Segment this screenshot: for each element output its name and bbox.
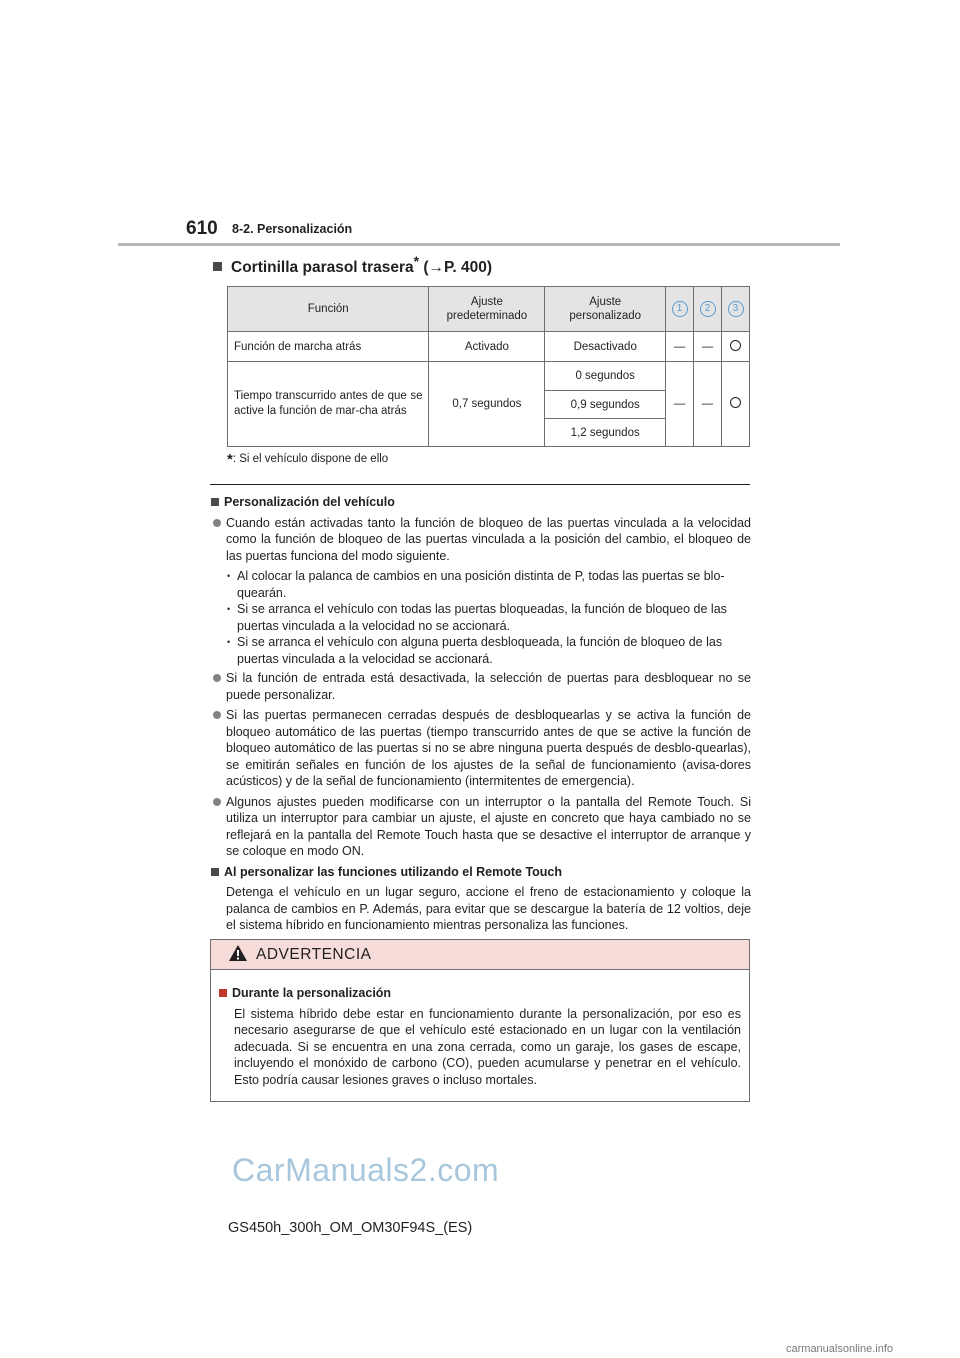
table-row <box>228 332 750 362</box>
personalization-heading: Personalización del vehículo <box>211 494 751 511</box>
cell-default: 0,7 segundos <box>429 362 545 447</box>
header-divider <box>118 243 840 246</box>
manual-code: GS450h_300h_OM_OM30F94S_(ES) <box>228 1220 473 1236</box>
cell-col-2: — <box>694 362 722 447</box>
header-col-2 <box>694 287 722 332</box>
footnote-text: : Si el vehículo dispone de ello <box>232 453 389 465</box>
settings-table <box>227 286 750 447</box>
cell-function: Función de marcha atrás <box>228 332 429 362</box>
cell-col-2: — <box>694 332 722 362</box>
warning-body <box>211 970 749 1088</box>
circle-mark-icon <box>730 340 741 351</box>
warning-box <box>210 939 750 1102</box>
list-item: Si las puertas permanecen cerradas después de desbloquearlas y se activa la función de bloqueo automático de las puertas (tiempo transcurrido antes de que se active la función de bloqueo automático de las puertas si no se abre ninguna puerta después de desblo-quearlas), se emitirán señales en función de los ajustes de la señal de funcionamiento (avisa-dores acústicos) y de la señal de funcionamiento (intermitentes de emergencia). <box>211 707 751 790</box>
title-ref: (→P. 400) <box>419 259 493 277</box>
cell-custom-option: 0 segundos <box>545 362 666 391</box>
sub-list-item: • Al colocar la palanca de cambios en una posición distinta de P, todas las puertas se blo-quearán. <box>211 568 751 601</box>
subsection-title <box>213 253 492 277</box>
site-watermark: carmanualsonline.info <box>786 1343 894 1355</box>
header-function: Función <box>228 287 429 332</box>
cell-default: Activado <box>429 332 545 362</box>
section-divider <box>210 484 750 485</box>
cell-col-1: — <box>666 332 694 362</box>
remote-touch-heading: Al personalizar las funciones utilizando el Remote Touch <box>211 864 751 881</box>
remote-touch-text: Detenga el vehículo en un lugar seguro, accione el freno de estacionamiento y coloque la palanca de cambios en P. Además, para evitar que se descargue la batería de 12 voltios, deje el sistema híbrido en funcionamiento mientras personaliza las funciones. <box>226 885 751 932</box>
title-star: * <box>413 253 420 269</box>
cell-col-1: — <box>666 362 694 447</box>
list-item: Cuando están activadas tanto la función de bloqueo de las puertas vinculada a la velocidad como la función de bloqueo de las puertas vinculada a la posición del cambio, el bloqueo de las puertas funciona del modo siguiente. <box>211 515 751 565</box>
header-custom: Ajuste personalizado <box>545 287 666 332</box>
circled-number-3-icon: 3 <box>728 301 744 317</box>
section-title: 8-2. Personalización <box>232 222 353 236</box>
cell-custom: Desactivado <box>545 332 666 362</box>
table-header-row <box>228 287 750 332</box>
cell-function: Tiempo transcurrido antes de que se active la función de mar-cha atrás <box>228 362 429 447</box>
header-col-1 <box>666 287 694 332</box>
sub-list-item: • Si se arranca el vehículo con todas las puertas bloqueadas, la función de bloqueo de las puertas vinculada a la velocidad no se accionará. <box>211 601 751 634</box>
cell-custom-option: 0,9 segundos <box>545 391 666 419</box>
warning-text: El sistema híbrido debe estar en funcionamiento durante la personalización, por eso es necesario asegurarse de que el vehículo esté estacionado en un lugar con la ventilación adecuada. Si se encuentra en una zona cerrada, como un garaje, los gases de escape, incluyendo el monóxido de carbono (CO), pueden acumularse y penetrar en el vehículo. Esto podría causar lesiones graves o incluso mortales. <box>234 1006 741 1087</box>
list-item: Si la función de entrada está desactivada, la selección de puertas para desbloquear no se puede personalizar. <box>211 670 751 703</box>
cell-col-3 <box>722 332 750 362</box>
table-row <box>228 362 750 391</box>
square-bullet-icon <box>213 262 222 271</box>
header-col-3 <box>722 287 750 332</box>
warning-triangle-icon <box>228 944 248 962</box>
notes-section <box>211 494 751 934</box>
warning-heading: Durante la personalización <box>219 985 741 1002</box>
warning-title: ADVERTENCIA <box>256 946 372 963</box>
circled-number-2-icon: 2 <box>700 301 716 317</box>
cell-col-3 <box>722 362 750 447</box>
page-number: 610 <box>186 218 218 239</box>
footnote-star: * <box>227 451 233 468</box>
sub-list-item: • Si se arranca el vehículo con alguna puerta desbloqueada, la función de bloqueo de las puertas vinculada a la velocidad se accionará. <box>211 634 751 667</box>
header-default: Ajuste predeterminado <box>429 287 545 332</box>
list-item: Algunos ajustes pueden modificarse con un interruptor o la pantalla del Remote Touch. Si utiliza un interruptor para cambiar un ajuste, el ajuste en concreto que haya cambiado no se reflejará en la pantalla del Remote Touch hasta que se desactive el interruptor de arranque y se coloque en modo ON. <box>211 794 751 860</box>
watermark-text: CarManuals2.com <box>232 1152 500 1188</box>
cell-custom-option: 1,2 segundos <box>545 419 666 447</box>
warning-header <box>211 940 749 970</box>
title-text: Cortinilla parasol trasera <box>231 259 414 277</box>
circled-number-1-icon: 1 <box>672 301 688 317</box>
table-footnote <box>227 451 388 468</box>
circle-mark-icon <box>730 397 741 408</box>
